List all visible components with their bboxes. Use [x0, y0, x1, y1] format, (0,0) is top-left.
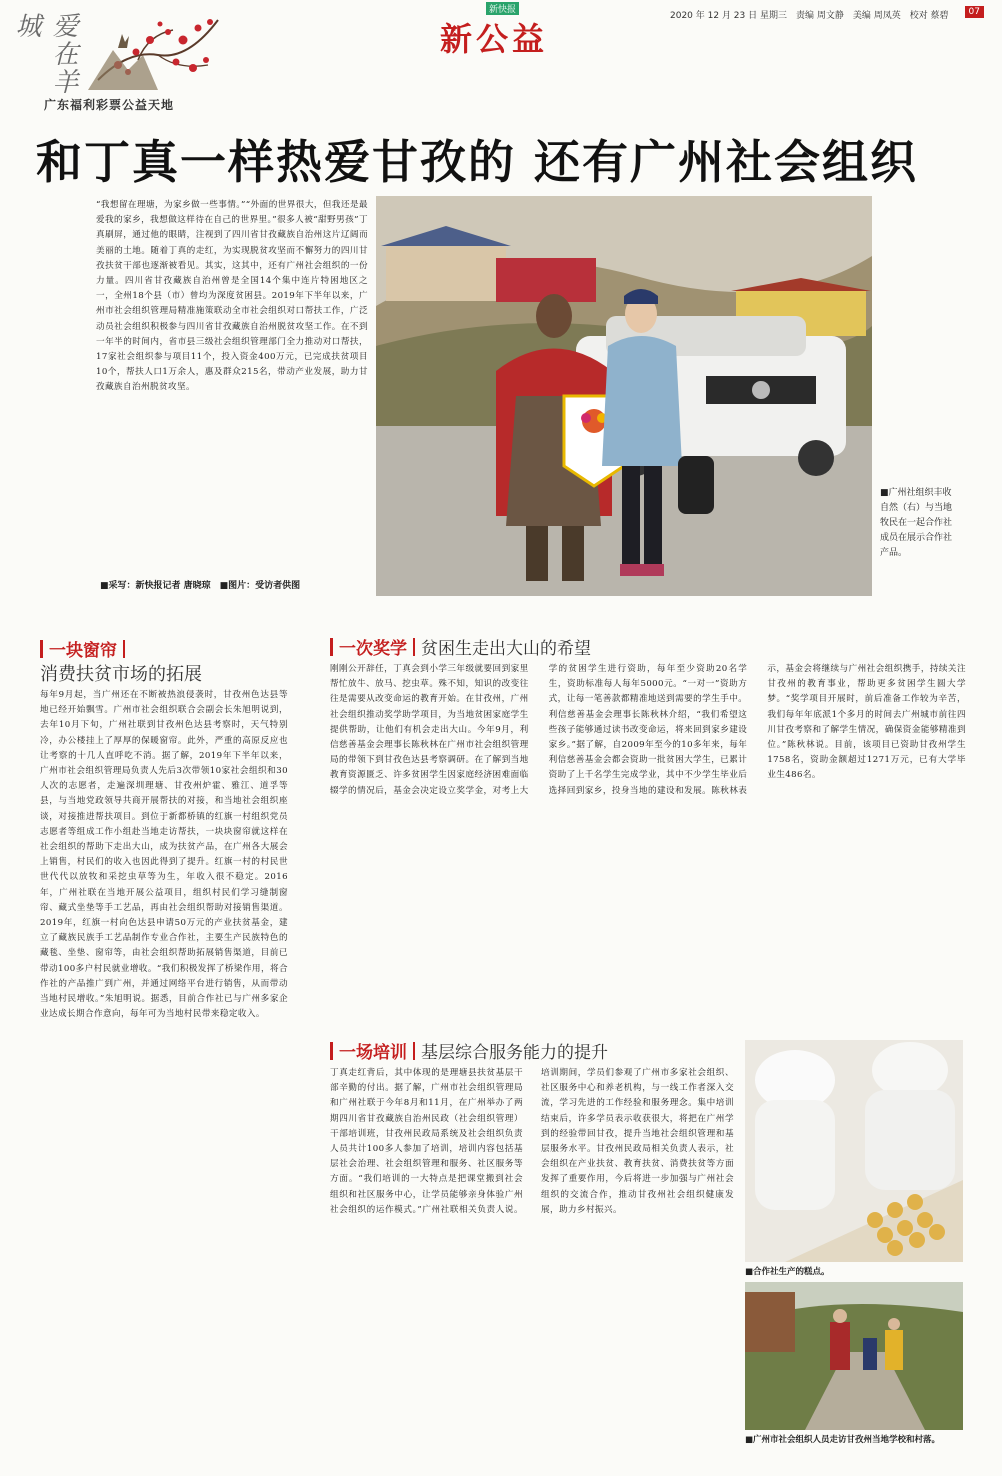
heading-rule [40, 640, 43, 658]
dateline: 2020 年 12 月 23 日 星期三 责编 周文静 美编 周凤英 校对 蔡碧 [670, 11, 949, 21]
byline: ■采写：新快报记者 唐晓琼 ■图片：受访者供图 [100, 581, 301, 591]
section-2-kicker: 一次奖学 [339, 639, 407, 659]
heading-divider [123, 640, 125, 658]
section-tag: 新快报 [486, 2, 519, 15]
main-photo-caption: ■广州社组织丰收自然（右）与当地牧民在一起合作社成员在展示合作社产品。 [880, 488, 953, 558]
visit-photo [745, 1282, 963, 1430]
lead-body-text: “我想留在理塘，为家乡做一些事情。”“外面的世界很大，但我还是最爱我的家乡，我想做这样待在自己的世界里。”很多人被“甜野男孩”丁真刷屏，通过他的眼睛，注视到了四川省甘孜藏族自治州这片辽阔而美丽的土地。随着丁真的走红，为实现脱贫攻坚而不懈努力的四川甘孜扶贫干部也逐渐被看见。其实，这其中，还有广州社会组织的一份力量。四川省甘孜藏族自治州曾是全国14个集中连片特困地区之一，全州18个县（市）曾均为深度贫困县。2019年下半年以来，广州市社会组织管理局精准施策联动全市社会组织对口帮扶工作，广泛动员社会组织积极参与四川省甘孜藏族自治州脱贫攻坚工作。在不到一年半的时间内，省市县三级社会组织管理部门全力推动对口帮扶，17家社会组织参与项目11个，投入资金400万元，已完成扶贫项目10个，帮扶人口1万余人，惠及群众215名，带动产业发展，助力甘孜藏族自治州脱贫攻坚。 [96, 200, 368, 393]
section-3-body: 丁真走红背后，其中体现的是理塘县扶贫基层干部辛勤的付出。据了解，广州市社会组织管理局和广州社联于今年8月和11月，在广州举办了两期四川省甘孜藏族自治州民政（社会组织管理）干部培训班，甘孜州民政局系统及社会组织负责人员共计100多人参加了培训，培训内容包括基层社会治理、社会组织管理和服务、社区服务等方面。“我们培训的一大特点是把课堂搬到社会组织和社区服务中心，让学员能够亲身体验广州社会组织的运作模式。”广州社联相关负责人说。培训期间，学员们参观了广州市多家社会组织、社区服务中心和养老机构，与一线工作者深入交流，学习先进的工作经验和服务理念。集中培训结束后，许多学员表示收获很大，将把在广州学到的经验带回甘孜，提升当地社会组织管理和基层服务水平。甘孜州民政局相关负责人表示，社会组织在产业扶贫、教育扶贫、消费扶贫等方面发挥了重要作用，今后将进一步加强与广州社会组织的交流合作，推动甘孜州社会组织健康发展，助力乡村振兴。 [330, 1068, 734, 1215]
heading-rule [330, 1042, 333, 1060]
section-1-deck: 消费扶贫市场的拓展 [40, 664, 202, 685]
heading-divider [413, 638, 415, 656]
column-logo [8, 4, 228, 112]
main-photo [376, 196, 872, 596]
section-1-body: 每年9月起，当广州还在不断被热浪侵袭时，甘孜州色达县等地已经开始飘雪。广州市社会组织联合会副会长朱旭明说到，去年10月下旬，广州社联到甘孜州色达县考察时，天气特别冷，办公楼挂上了厚厚的保暖窗帘。此外，严重的高原反应也让考察的十几人直呼吃不消。据了解，2019年下半年以来，广州市社会组织管理局负责人先后3次带领10家社会组织和30人次的志愿者，走遍深圳理塘、甘孜州炉霍、雅江、道孚等县，与当地党政领导共商开展帮扶的对接，和当地社会组织座谈，对接推进帮扶项目。到位于新都桥镇的红旗一村组织党员志愿者等组成工作小组赴当地走访帮扶，一块块窗帘就这样在社会组织的帮助下走出大山，成为扶贫产品，在广州各大展会上销售，村民们的收入也因此得到了提升。红旗一村的村民世世代代以放牧和采挖虫草等为生，年收入很不稳定。2016年，广州社联在当地开展公益项目，组织村民们学习缝制窗帘、藏式坐垫等手工艺品，再由社会组织帮助对接销售渠道。2019年，红旗一村向色达县申请50万元的产业扶贫基金，建立了藏族民族手工艺品制作专业合作社，主要生产民族特色的藏毯、坐垫、窗帘等，由社会组织帮助拓展销售渠道，目前已带动100多户村民就业增收。“我们积极发挥了桥梁作用，将合作社的产品推广到广州，并通过网络平台进行销售，从而带动当地村民增收。”朱旭明说。据悉，目前合作社已与广州多家企业达成长期合作意向，每年可为当地村民带来稳定收入。 [40, 690, 288, 1020]
section-3-deck: 基层综合服务能力的提升 [421, 1043, 608, 1063]
section-name: 新公益 [440, 20, 549, 58]
heading-rule [330, 638, 333, 656]
bakery-photo-caption: ■合作社生产的糕点。 [745, 1267, 830, 1277]
page-number-badge: 07 [965, 6, 984, 18]
section-1-heading [40, 636, 131, 661]
section-2-heading [330, 634, 591, 659]
plum-blossom-illustration [88, 10, 228, 90]
section-2-deck: 贫困生走出大山的希望 [421, 639, 591, 659]
section-3-heading [330, 1038, 608, 1063]
section-3-kicker: 一场培训 [339, 1043, 407, 1063]
visit-photo-caption: ■广州市社会组织人员走访甘孜州当地学校和村落。 [745, 1435, 941, 1445]
column-calligraphy: 爱在羊城 [11, 12, 78, 96]
page-headline: 和丁真一样热爱甘孜的 还有广州社会组织 [36, 135, 919, 189]
section-2-body: 刚刚公开辞任，丁真会到小学三年级就要回到家里帮忙放牛、放马、挖虫草。殊不知，知识的改变往往是需要从改变命运的教育开始。在甘孜州，广州社会组织推动奖学助学项目，为当地贫困家庭学生提供帮助，让他们有机会走出大山。今年9月，利信慈善基金会理事长陈秋林在广州市社会组织管理局的带领下到甘孜色达县考察调研。在了解到当地教育资源匮乏、许多贫困学生因家庭经济困难面临辍学的情况后，基金会决定设立奖学金，对考上大学的贫困学生进行资助，每年至少资助20名学生，资助标准每人每年5000元。“一对一”资助方式，让每一笔善款都精准地送到需要的学生手中。利信慈善基金会理事长陈秋林介绍，“我们希望这些孩子能够通过读书改变命运，将来回到家乡建设家乡。”据了解，自2009年至今的10多年来，每年利信慈善基金会都会资助一批贫困大学生，已累计资助了上千名学生完成学业，其中不少学生毕业后选择回到家乡，投身当地的建设和发展。陈秋林表示，基金会将继续与广州社会组织携手，持续关注甘孜州的教育事业，帮助更多贫困学生圆大学梦。“奖学项目开展时，前后准备工作较为辛苦，我们每年年底派1个多月的时间去广州城市前往四川甘孜考察和了解学生情况，确保资金能够精准到位。”陈秋林说。目前，该项目已资助甘孜州学生1758名，资助金额超过1271万元，已有大学毕业生486名。 [330, 664, 966, 796]
section-1-kicker: 一块窗帘 [49, 641, 117, 661]
column-org-name: 广东福利彩票公益天地 [44, 98, 175, 112]
heading-divider [413, 1042, 415, 1060]
bakery-photo [745, 1040, 963, 1262]
